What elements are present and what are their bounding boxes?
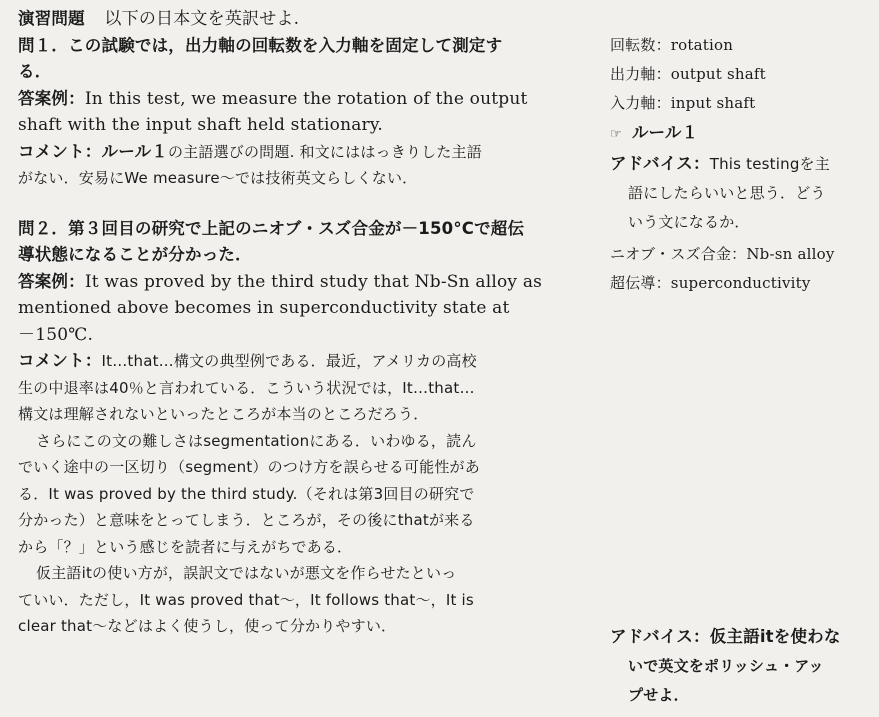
sidebar-notes-2 [610,240,872,298]
vocab-nb-sn-alloy: ニオブ・スズ合金：Nb-sn alloy [610,245,835,263]
question-1 [18,33,584,192]
q2-para3-line3: clear that～などはよく使うし，使って分かりやすい． [18,617,397,635]
advice-2-line2: いで英文をポリッシュ・アッ [628,657,824,675]
q2-answer-line1: 答案例：It was proved by the third study that Nb-Sn alloy as [18,271,543,292]
question-2 [18,216,584,640]
sidebar-notes-3 [610,622,872,710]
vocab-rotation: 回転数：rotation [610,36,734,54]
q2-comment-text1: It…that…構文の典型例である．最近，アメリカの高校 [101,352,477,370]
q2-para3-line1: 仮主語itの使い方が，誤訳文ではないが悪文を作らせたといっ [36,564,457,582]
rule-reference [610,118,872,149]
exercise-instruction: 以下の日本文を英訳せよ. [104,9,300,29]
vocab-superconductivity: 超伝導：superconductivity [610,274,811,292]
q1-comment-line1 [18,139,584,166]
q2-answer-line2: mentioned above becomes in superconductivity state at [18,298,510,318]
advice-label: アドバイス： [610,154,710,173]
q2-comment-line2: 生の中退率は40％と言われている．こういう状況では，It…that… [18,378,475,397]
advice-1-line3: いう文になるか． [628,213,750,231]
advice-label: アドバイス： [610,627,710,646]
q2-answer-line3: －150℃. [18,324,94,345]
q2-para2-line1: さらにこの文の難しさはsegmentationにある．いわゆる，読ん [36,431,477,450]
rule-ref-label: ルール１ [631,123,699,142]
sidebar-notes-1 [610,31,872,237]
q2-comment-line3: 構文は理解されないといったところが本当のところだろう． [18,405,429,423]
answer-label: 答案例 [18,271,69,291]
q1-text-line1: 問１．この試験では，出力軸の回転数を入力軸を固定して測定す [18,35,503,55]
advice-2-line1 [610,622,872,652]
q2-para3-line2: ていい．ただし，It was proved that～，It follows that～，It is [18,590,474,609]
q1-answer-line2: shaft with the input shaft held stationary. [18,115,384,135]
vocab-output-shaft: 出力軸：output shaft [610,65,766,83]
advice-1-line1 [610,149,872,179]
advice-1-line2: 語にしたらいいと思う．どう [628,184,826,202]
answer-label: 答案例 [18,88,69,108]
exercise-header [18,6,584,33]
advice-2-line3: プせよ． [628,686,689,704]
q2-comment-line1: コメント：It…that…構文の典型例である．最近，アメリカの高校 [18,351,477,370]
q2-answer-text1: It was proved by the third study that Nb-Sn alloy as [84,271,543,292]
advice-1-text1: This testingを主 [709,155,830,173]
q1-answer-line1: 答案例：In this test, we measure the rotation of the output [18,88,528,109]
comment-label: コメント [18,351,85,370]
q1-comment-text1: の主語選びの問題. 和文にははっきりした主語 [167,142,482,161]
comment-label: コメント： [18,141,102,161]
main-column [18,6,584,640]
q1-text-line2: る． [18,62,52,81]
q1-answer-text1: In this test, we measure the rotation of the output [84,88,528,109]
vocab-input-shaft: 入力軸：input shaft [610,94,756,112]
advice-2-text1: 仮主語itを使わな [709,627,841,646]
rule-ref: ルール１ [101,141,168,161]
q2-para2-line3: る．It was proved by the third study.（それは第3回目の研究で [18,484,475,503]
q1-comment-line2: がない．安易にWe measure～では技術英文らしくない． [18,169,418,187]
q2-para2-line5: から「？」という感じを読者に与えがちである． [18,537,353,556]
q2-text-line1: 問２．第３回目の研究で上記のニオブ・スズ合金が－150°Cで超伝 [18,218,525,238]
exercise-label: 演習問題 [18,9,85,28]
pointing-hand-icon: ☞ [610,127,622,142]
q2-text-line2: 導状態になることが分かった． [18,245,252,264]
q2-para2-line2: でいく途中の一区切り（segment）のつけ方を誤らせる可能性があ [18,458,480,476]
q2-para2-line4: 分かった）と意味をとってしまう．ところが，その後にthatが来る [18,511,475,529]
